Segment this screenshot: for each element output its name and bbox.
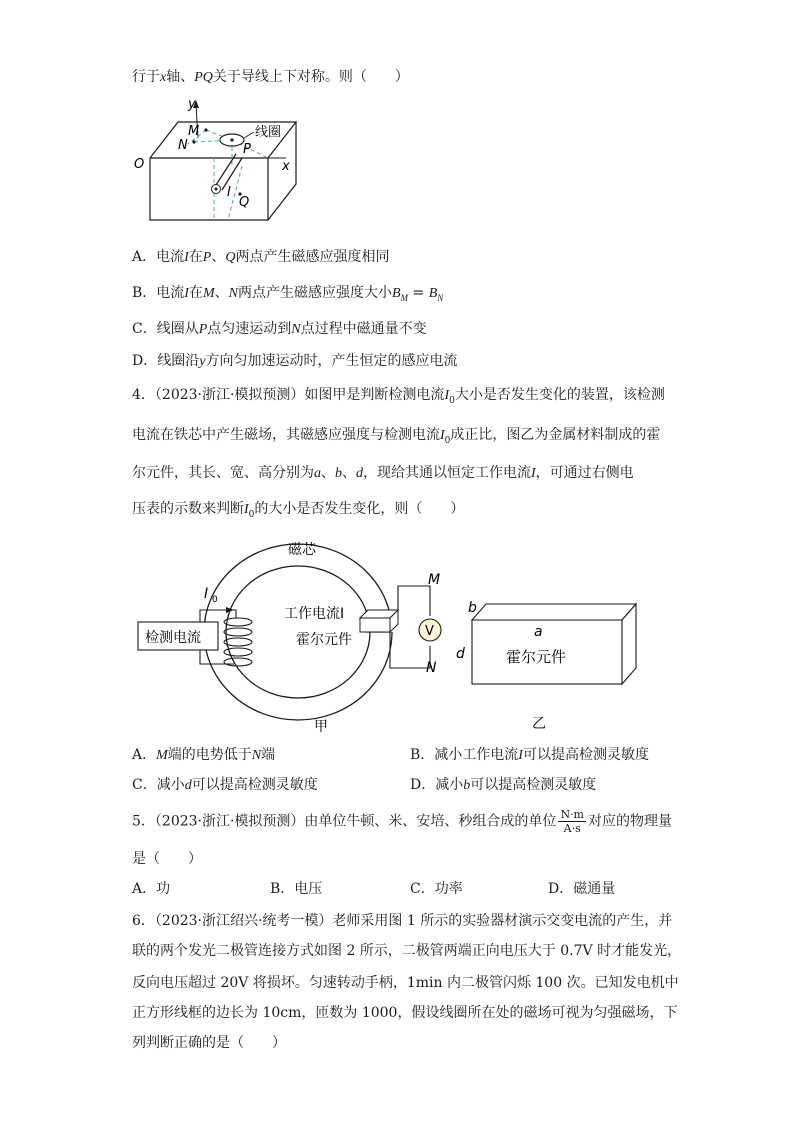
- q5-option-a[interactable]: A．功: [132, 881, 171, 897]
- q6-stem-line3: 反向电压超过 20V 将损坏。匀速转动手柄，1min 内二极管闪烁 100 次。已知发电机中: [132, 975, 679, 991]
- hall-element-small: [360, 610, 398, 632]
- label-b: b: [468, 600, 477, 616]
- q4-stem-line2: 电流在铁芯中产生磁场，其磁感应强度与检测电流$I_0$成正比，图乙为金属材料制成的霍: [132, 427, 661, 446]
- q6-stem-line1: 6．（2023·浙江绍兴·统考一模）老师采用图 1 所示的实验器材演示交变电流的产生，并: [132, 913, 673, 929]
- stem-text: 行于: [132, 69, 160, 85]
- q6-stem-line5: 列判断正确的是（ ）: [132, 1035, 286, 1051]
- caption-yi: 乙: [532, 716, 546, 732]
- wire: [214, 154, 236, 188]
- q4-stem-line3: 尔元件，其长、宽、高分别为a、b、d，现给其通以恒定工作电流I，可通过右侧电: [132, 465, 634, 481]
- detect-current-label: 检测电流: [145, 630, 201, 646]
- label-I: I: [227, 185, 231, 200]
- label-hall-element-2: 霍尔元件: [506, 648, 567, 666]
- label-x: x: [282, 159, 290, 174]
- label-M: M: [188, 124, 200, 139]
- q4-option-c[interactable]: C．减小d可以提高检测灵敏度: [132, 777, 318, 793]
- stem-var: x: [160, 70, 167, 85]
- q5-option-c[interactable]: C．功率: [410, 881, 463, 897]
- q4-option-b[interactable]: B．减小工作电流I可以提高检测灵敏度: [410, 747, 649, 763]
- q6-stem-line4: 正方形线框的边长为 10cm，匝数为 1000，假设线圈所在处的磁场可视为匀强磁场，下: [132, 1005, 678, 1021]
- q3-option-a[interactable]: A．电流I在P、Q两点产生磁感应强度相同: [132, 249, 390, 265]
- label-y: y: [188, 97, 196, 112]
- figure-hall-sensor: [128, 532, 648, 742]
- q5-stem-line1: 5．（2023·浙江·模拟预测）由单位牛顿、米、安培、秒组合成的单位 $\frac{N\cdot m}{A\cdot s}$ 对应的物理量: [132, 808, 672, 835]
- label-N: N: [178, 138, 188, 153]
- label-coil: 线圈: [255, 125, 282, 140]
- q3-stem-tail: [132, 66, 409, 86]
- q4-option-a[interactable]: A．M端的电势低于N端: [132, 747, 276, 763]
- q3-option-b[interactable]: B．电流I在M、N两点产生磁感应强度大小$B_M = B_N$: [132, 285, 444, 303]
- q4-stem-line4: 压表的示数来判断$I_0$的大小是否发生变化，则（ ）: [132, 501, 465, 520]
- label-Q: Q: [239, 195, 250, 210]
- label-hall-element: 霍尔元件: [296, 632, 352, 648]
- label-I0-sub: 0: [212, 595, 218, 605]
- label-O: O: [134, 157, 145, 172]
- q3-option-c[interactable]: C．线圈从P点匀速运动到N点过程中磁通量不变: [132, 321, 427, 337]
- label-core: 磁芯: [288, 542, 316, 558]
- q4-option-d[interactable]: D．减小b可以提高检测灵敏度: [410, 777, 597, 793]
- voltmeter-label: V: [425, 624, 434, 639]
- label-P: P: [243, 142, 251, 157]
- q5-stem-line2: 是（ ）: [132, 851, 202, 867]
- label-a: a: [534, 624, 543, 640]
- q5-option-d[interactable]: D．磁通量: [548, 881, 616, 897]
- q5-option-b[interactable]: B．电压: [270, 881, 323, 897]
- label-N: N: [426, 660, 437, 676]
- stem-text: 关于导线上下对称。则（ ）: [212, 69, 409, 85]
- q4-stem-line1: 4．（2023·浙江·模拟预测）如图甲是判断检测电流$I_0$大小是否发生变化的装置，该检测: [132, 387, 665, 406]
- label-work-current: 工作电流I: [284, 606, 345, 622]
- label-d: d: [456, 646, 465, 662]
- caption-jia: 甲: [314, 719, 328, 735]
- q6-stem-line2: 联的两个发光二极管连接方式如图 2 所示，二极管两端正向电压大于 0.7V 时才能发光，: [132, 943, 682, 959]
- label-M: M: [428, 572, 441, 588]
- hall-element-block: [472, 604, 636, 684]
- q3-option-d[interactable]: D．线圈沿y方向匀加速运动时，产生恒定的感应电流: [132, 353, 458, 369]
- label-I0: I: [204, 586, 209, 602]
- box-front: [150, 158, 268, 220]
- figure-box-wire: [128, 96, 318, 236]
- stem-text: 轴、: [166, 69, 195, 85]
- unit-fraction: $\frac{N\cdot m}{A\cdot s}$: [560, 808, 584, 835]
- coil-windings: [224, 618, 252, 666]
- stem-var: PQ: [194, 70, 213, 85]
